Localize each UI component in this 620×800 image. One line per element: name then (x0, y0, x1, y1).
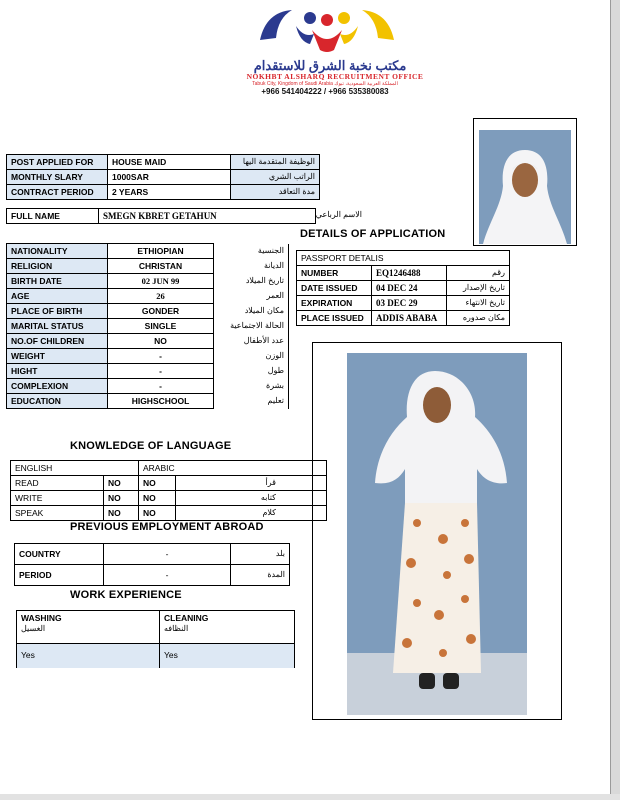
personal-label: PLACE OF BIRTH (7, 304, 108, 319)
personal-label-arabic: طول (214, 364, 289, 379)
personal-label: MARITAL STATUS (7, 319, 108, 334)
employment-label-arabic: المدة (231, 565, 290, 586)
personal-label: NATIONALITY (7, 244, 108, 259)
full-name-value: SMEGN KBRET GETAHUN (98, 208, 316, 224)
experience-title: WORK EXPERIENCE (70, 589, 182, 601)
language-english-value: NO (104, 506, 139, 521)
personal-label-arabic: العمر (214, 289, 289, 304)
personal-row (7, 379, 289, 394)
language-english-value: NO (104, 476, 139, 491)
language-header-row (11, 461, 327, 476)
job-info-table (6, 154, 320, 200)
passport-label: PLACE ISSUED (297, 311, 372, 326)
personal-label-arabic: الديانة (214, 259, 289, 274)
personal-row (7, 319, 289, 334)
job-value: 1000SAR (108, 170, 231, 185)
employment-title: PREVIOUS EMPLOYMENT ABROAD (70, 521, 264, 533)
office-address: Tabuk City, Kingdom of Saudi Arabia المملكة العربية السعودية، تبوك (252, 81, 398, 87)
passport-label: DATE ISSUED (297, 281, 372, 296)
job-label-arabic: الوظيفة المتقدمة اليها (231, 155, 320, 170)
personal-value: 02 JUN 99 (108, 274, 214, 289)
details-title: DETAILS OF APPLICATION (300, 228, 446, 240)
personal-details-table (6, 243, 289, 409)
language-arabic-value: NO (139, 491, 176, 506)
passport-row (297, 311, 510, 326)
employment-value: - (104, 565, 231, 586)
full-body-photo (347, 353, 527, 715)
logo-icon (252, 4, 402, 62)
page-bottom-edge (0, 794, 620, 800)
passport-title-row (297, 251, 510, 266)
passport-label-arabic: تاريخ الانتهاء (447, 296, 510, 311)
experience-col-2 (160, 611, 294, 667)
experience-value-cell (17, 643, 159, 668)
passport-row (297, 281, 510, 296)
job-row (7, 185, 320, 200)
experience-col-1 (17, 611, 160, 667)
passport-title: PASSPORT DETALIS (297, 251, 510, 266)
language-table (10, 460, 327, 521)
employment-row (15, 565, 290, 586)
personal-value: HIGHSCHOOL (108, 394, 214, 409)
personal-label: NO.OF CHILDREN (7, 334, 108, 349)
job-label-arabic: مدة التعاقد (231, 185, 320, 200)
personal-row (7, 394, 289, 409)
employment-table (14, 543, 290, 586)
language-skill-arabic: كلام (176, 506, 327, 521)
passport-label-arabic: مكان صدوره (447, 311, 510, 326)
employment-label-arabic: بلد (231, 544, 290, 565)
language-arabic-value: NO (139, 476, 176, 491)
personal-label: BIRTH DATE (7, 274, 108, 289)
employment-value: - (104, 544, 231, 565)
personal-label-arabic: الجنسية (214, 244, 289, 259)
personal-label: RELIGION (7, 259, 108, 274)
full-name-arabic: الاسم الرباعي (315, 210, 362, 219)
personal-label-arabic: تعليم (214, 394, 289, 409)
experience-label-arabic: النظافه (164, 624, 189, 633)
job-value: HOUSE MAID (108, 155, 231, 170)
experience-label: WASHING (21, 613, 62, 623)
personal-label-arabic: الحالة الاجتماعية (214, 319, 289, 334)
experience-label: CLEANING (164, 613, 209, 623)
personal-label: EDUCATION (7, 394, 108, 409)
experience-value: Yes (21, 650, 35, 660)
language-skill-arabic: قرأ (176, 476, 327, 491)
language-skill: SPEAK (11, 506, 104, 521)
language-row (11, 506, 327, 521)
job-row (7, 155, 320, 170)
language-row (11, 491, 327, 506)
personal-row (7, 304, 289, 319)
personal-label: WEIGHT (7, 349, 108, 364)
language-english-value: NO (104, 491, 139, 506)
personal-row (7, 364, 289, 379)
passport-row (297, 296, 510, 311)
language-title: KNOWLEDGE OF LANGUAGE (70, 440, 232, 452)
job-label-arabic: الراتب الشري (231, 170, 320, 185)
personal-value: 26 (108, 289, 214, 304)
personal-value: SINGLE (108, 319, 214, 334)
language-col-arabic: ARABIC (139, 461, 327, 476)
headshot-photo (479, 130, 571, 244)
job-label: MONTHLY SLARY (7, 170, 108, 185)
personal-value: GONDER (108, 304, 214, 319)
passport-table (296, 250, 510, 326)
employment-label: COUNTRY (15, 544, 104, 565)
logo-arabic-text: مكتب نخبة الشرق للاستقدام (253, 58, 407, 73)
job-label: POST APPLIED FOR (7, 155, 108, 170)
language-arabic-value: NO (139, 506, 176, 521)
employment-row (15, 544, 290, 565)
personal-value: CHRISTAN (108, 259, 214, 274)
experience-value-cell (160, 643, 294, 668)
personal-label-arabic: الوزن (214, 349, 289, 364)
personal-label-arabic: تاريخ الميلاد (214, 274, 289, 289)
headshot-photo-frame (473, 118, 577, 246)
personal-row (7, 349, 289, 364)
job-label: CONTRACT PERIOD (7, 185, 108, 200)
passport-row (297, 266, 510, 281)
logo-english-text: NOKHBT ALSHARQ RECRUITMENT OFFICE (246, 72, 424, 81)
personal-row (7, 289, 289, 304)
passport-value: ADDIS ABABA (372, 311, 447, 326)
passport-value: 03 DEC 29 (372, 296, 447, 311)
experience-table (16, 610, 295, 668)
experience-label-arabic: الغسيل (21, 624, 46, 633)
language-skill: READ (11, 476, 104, 491)
passport-label-arabic: تاريخ الإصدار (447, 281, 510, 296)
personal-label: HIGHT (7, 364, 108, 379)
page-edge (611, 0, 620, 800)
passport-label-arabic: رقم (447, 266, 510, 281)
office-phones: +966 541404222 / +966 535380083 (261, 87, 389, 96)
employment-label: PERIOD (15, 565, 104, 586)
passport-label: EXPIRATION (297, 296, 372, 311)
personal-row (7, 334, 289, 349)
personal-row (7, 244, 289, 259)
personal-label-arabic: بشرة (214, 379, 289, 394)
job-row (7, 170, 320, 185)
personal-value: - (108, 349, 214, 364)
personal-value: - (108, 379, 214, 394)
language-skill: WRITE (11, 491, 104, 506)
personal-value: ETHIOPIAN (108, 244, 214, 259)
full-name-label: FULL NAME (6, 208, 99, 224)
personal-row (7, 259, 289, 274)
language-col-english: ENGLISH (11, 461, 139, 476)
language-skill-arabic: كتابه (176, 491, 327, 506)
personal-label: AGE (7, 289, 108, 304)
personal-label-arabic: عدد الأطفال (214, 334, 289, 349)
personal-label-arabic: مكان الميلاد (214, 304, 289, 319)
language-row (11, 476, 327, 491)
passport-label: NUMBER (297, 266, 372, 281)
personal-label: COMPLEXION (7, 379, 108, 394)
personal-value: - (108, 364, 214, 379)
full-body-photo-frame (312, 342, 562, 720)
personal-row (7, 274, 289, 289)
header (190, 4, 460, 96)
passport-value: EQ1246488 (372, 266, 447, 281)
experience-value: Yes (164, 650, 178, 660)
job-value: 2 YEARS (108, 185, 231, 200)
personal-value: NO (108, 334, 214, 349)
passport-value: 04 DEC 24 (372, 281, 447, 296)
full-name-row (6, 208, 366, 223)
